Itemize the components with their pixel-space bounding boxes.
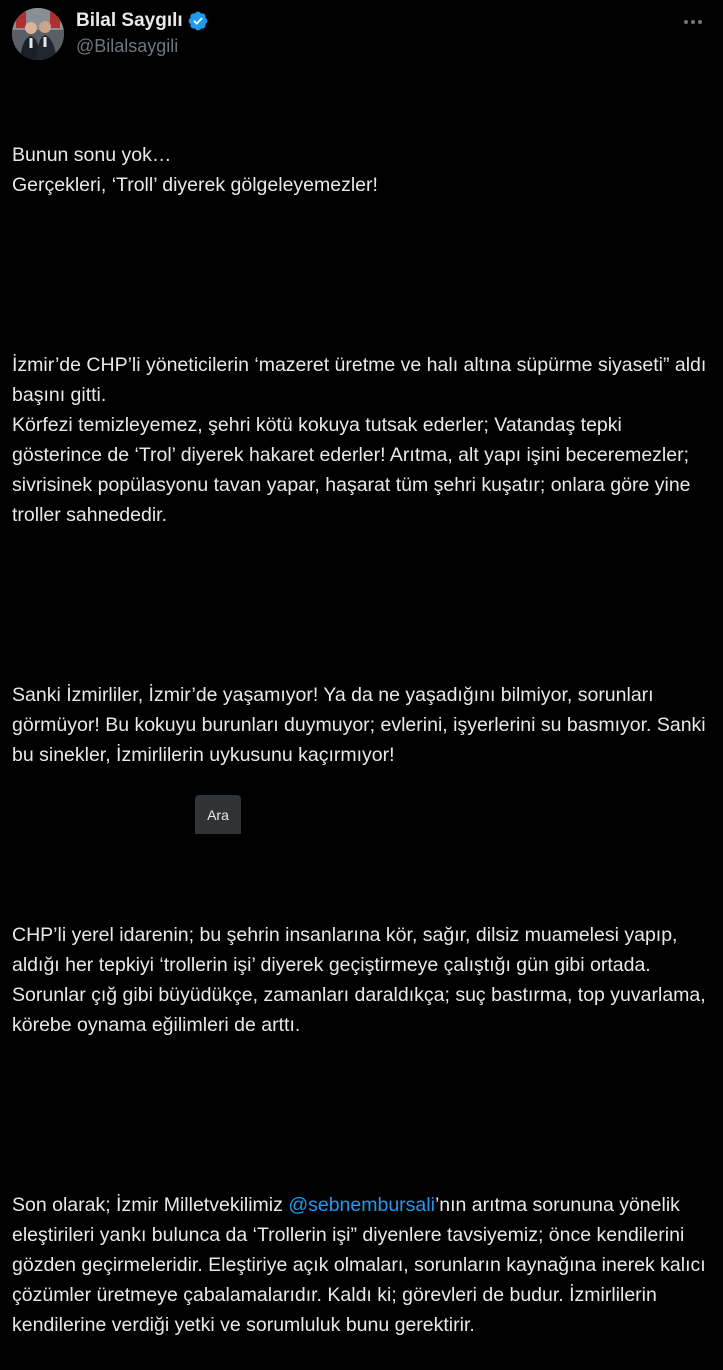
tooltip [195,795,241,834]
mention-link[interactable]: @sebnembursali [288,1194,435,1216]
author-info [76,10,209,57]
tweet-paragraph-1: Bunun sonu yok… Gerçekleri, ‘Troll’ diyerek gölgeleyemezler! [12,144,378,196]
tweet-paragraph-4: CHP’li yerel idarenin; bu şehrin insanlarına kör, sağır, dilsiz muamelesi yapıp, aldığı her tepkiyi ‘trollerin işi’ diyerek geçiştirmeye çalıştığı gün gibi ortada. Sorunlar çığ gibi büyüdükçe, zamanları daraldıkça; suç bastırma, top yuvarlama, körebe oynama eğilimleri de arttı. [12,924,712,1036]
tweet-paragraph-spacer [12,590,714,620]
tweet-header [12,8,711,60]
avatar[interactable] [12,8,64,60]
tweet-text-segment: Son olarak; İzmir Milletvekilimiz [12,1194,289,1216]
tweet-paragraph-spacer [12,260,714,290]
author-display-name[interactable]: Bilal Saygılı [76,10,183,31]
tweet-paragraph-5 [12,1190,714,1340]
tweet-paragraph-spacer [12,830,714,860]
tweet-text [12,80,714,1370]
tooltip-label: Ara [207,806,229,823]
avatar-photo-icon [12,8,64,60]
tweet-text-segment: ’nın arıtma sorununa yönelik eleştirileri yankı bulunca da ‘Trollerin işi” diyenlere tavsiyemiz; önce kendilerini gözden geçirmeleridir. Eleştiriye açık olmaları, sorunların kaynağına inerek kalıcı çözümler üretmeye çabalamalarıdır. Kaldı ki; görevleri de budur. İzmirlilerin kendilerine verdiği yetki ve sorumluluk bunu gerektirir. [12,1194,712,1336]
more-options-button[interactable] [679,12,707,32]
tweet-paragraph-spacer [12,1100,714,1130]
tweet-paragraph-2: İzmir’de CHP’li yöneticilerin ‘mazeret üretme ve halı altına süpürme siyaseti” aldı başını gitti. Körfezi temizleyemez, şehri kötü kokuya tutsak ederler; Vatandaş tepki gösterince de ‘Trol’ diyerek hakaret ederler! Arıtma, alt yapı işini beceremezler; sivrisinek popülasyonu tavan yapar, haşarat tüm şehri kuşatır; onlara göre yine troller sahnededir. [12,354,707,526]
verified-badge-icon[interactable] [187,10,209,32]
author-handle[interactable]: @Bilalsaygili [76,36,179,56]
ellipsis-icon [683,19,703,25]
tweet-paragraph-3: Sanki İzmirliler, İzmir’de yaşamıyor! Ya da ne yaşadığını bilmiyor, sorunları görmüyor! Bu kokuyu burunları duymuyor; evlerini, işyerlerini su basmıyor. Sanki bu sinekler, İzmirlilerin uykusunu kaçırmıyor! [12,684,712,766]
